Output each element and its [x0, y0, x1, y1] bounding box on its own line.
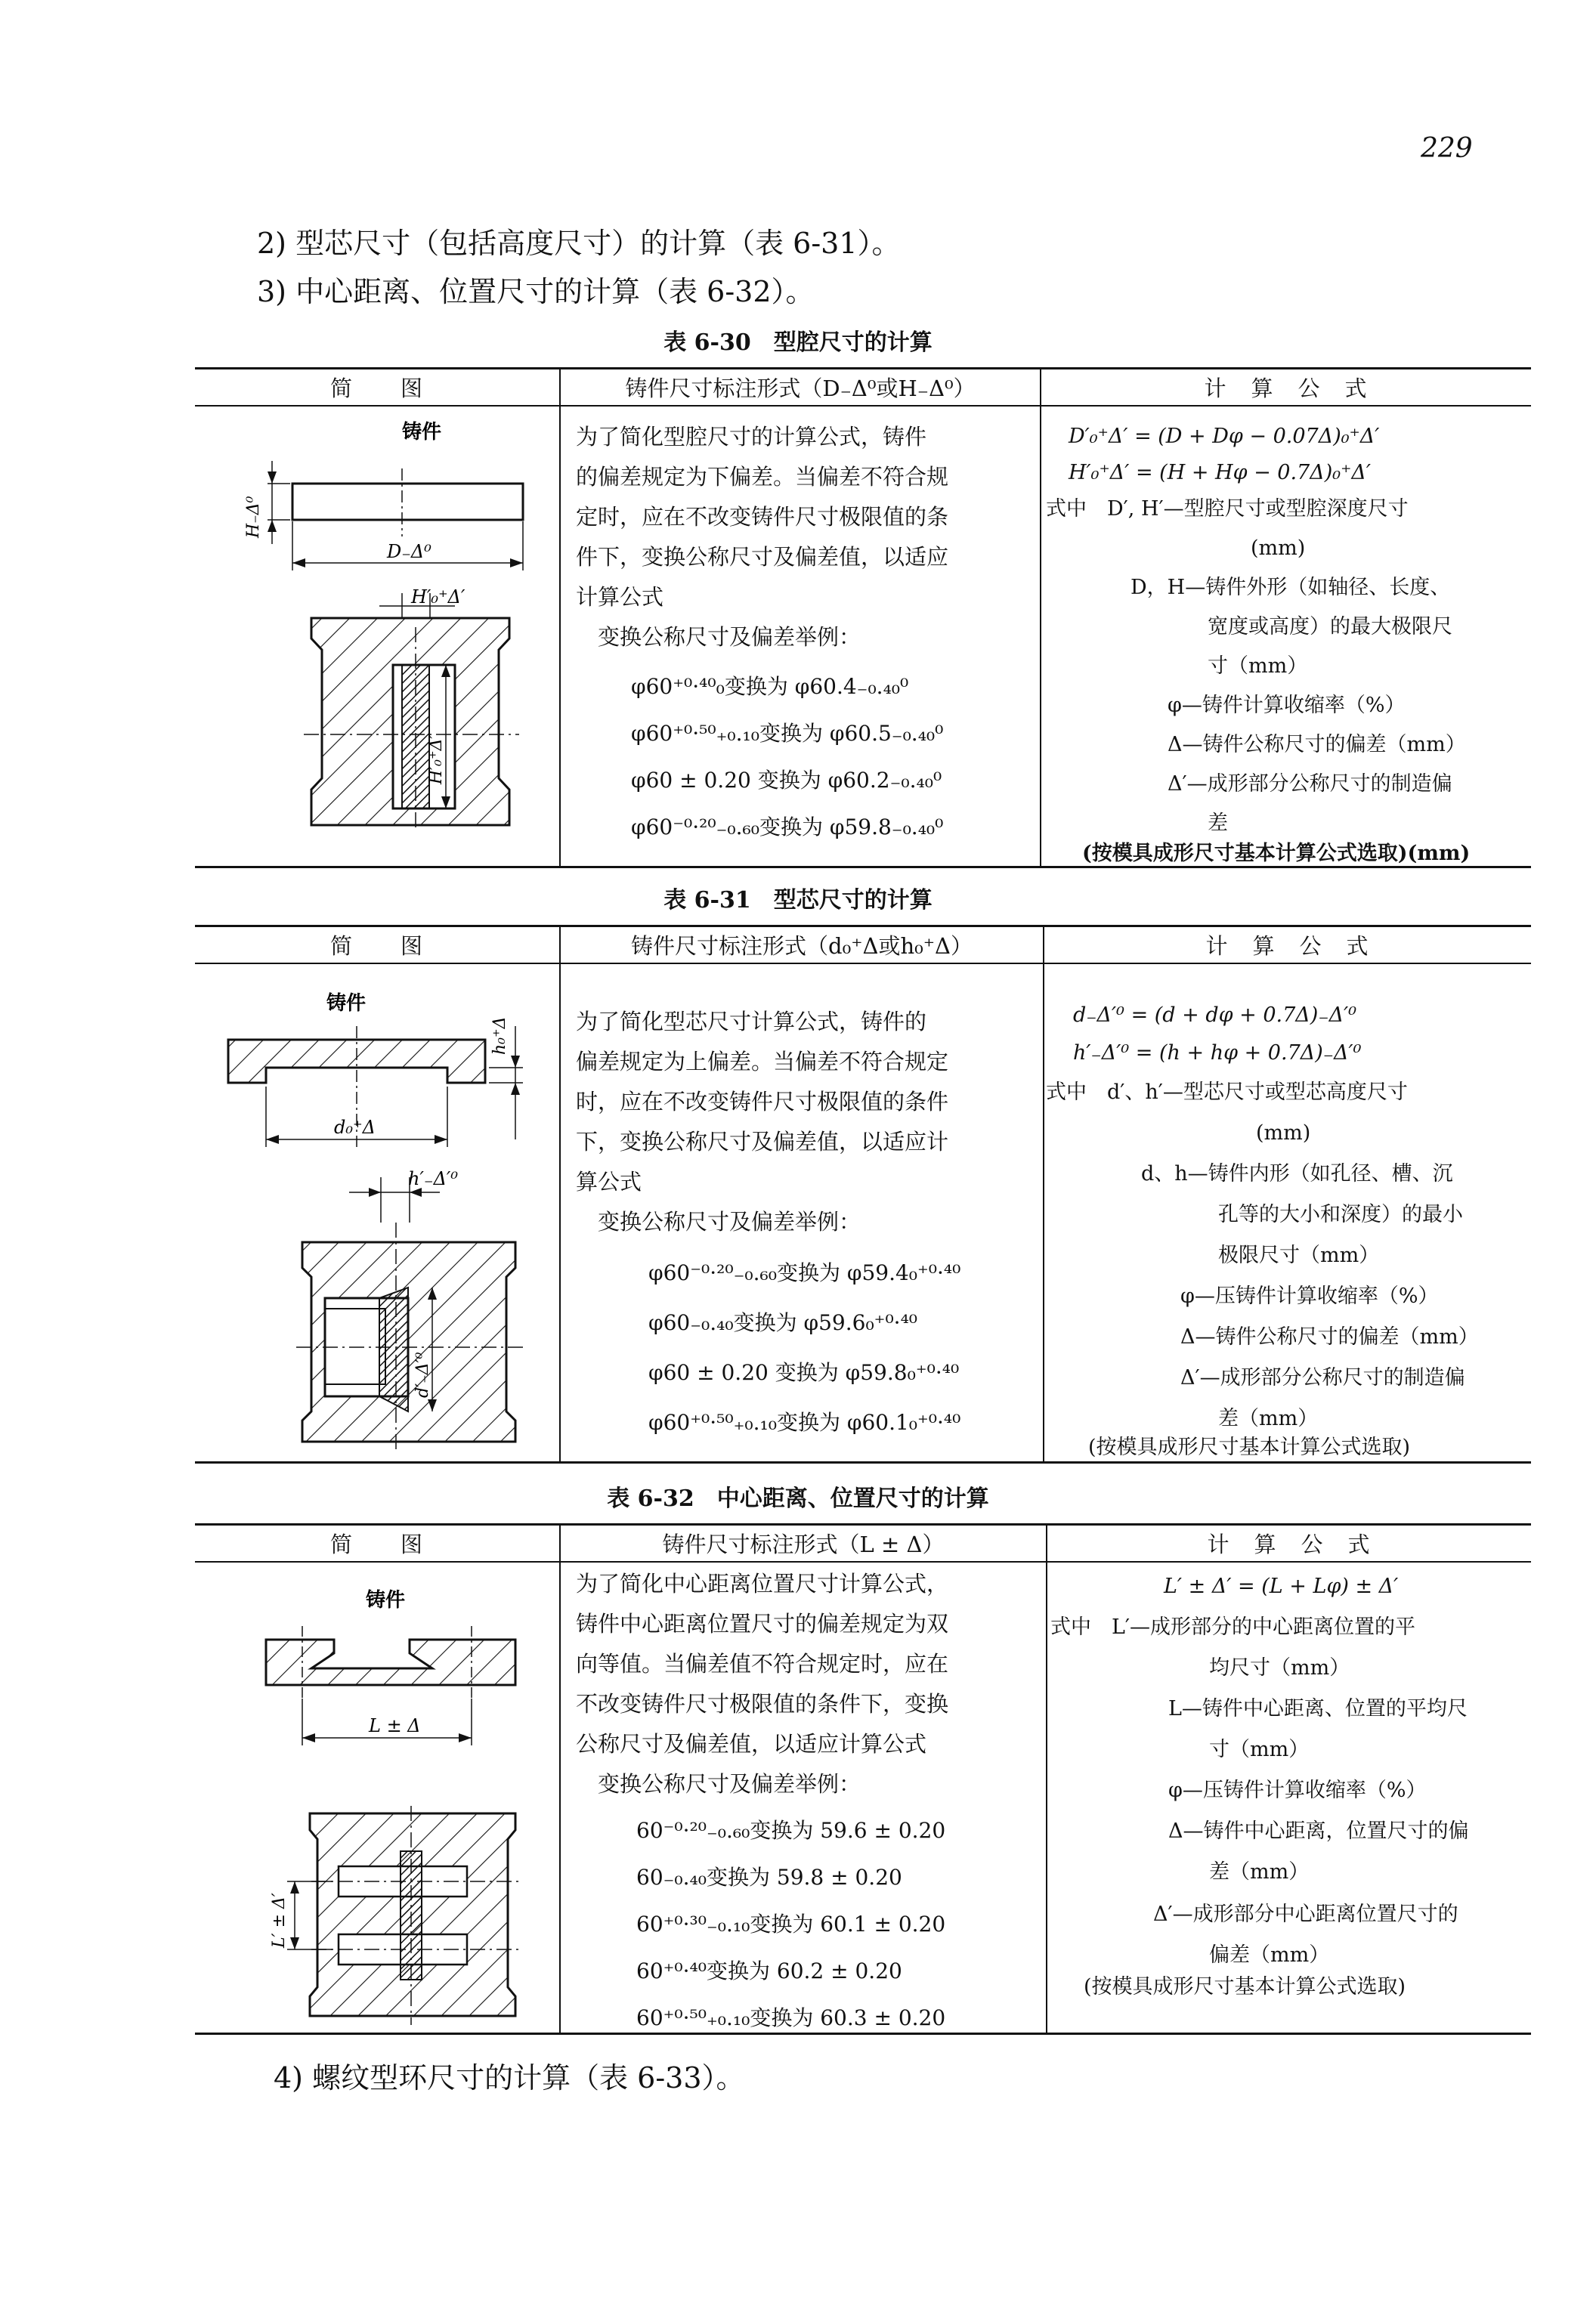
table-630-examples	[631, 663, 943, 851]
table-630-note: (按模具成形尺寸基本计算公式选取)(mm)	[1082, 842, 1471, 865]
table-631-col-diagram: 简 图	[329, 933, 424, 959]
example-line: 60⁺⁰·³⁰₋₀.₁₀变换为 60.1 ± 0.20	[636, 1912, 946, 1937]
table-631-legend-7: Δ—铸件公称尺寸的偏差（mm）	[1180, 1325, 1479, 1349]
description-line: 公称尺寸及偏差值，以适应计算公式	[576, 1731, 927, 1757]
casting-section	[379, 1288, 408, 1411]
table-632-legend-3: L—铸件中心距离、位置的平均尺	[1168, 1697, 1468, 1720]
example-line: φ60⁻⁰·²⁰₋₀.₆₀变换为 φ59.8₋₀.₄₀⁰	[631, 815, 944, 839]
example-line: φ60₋₀.₄₀变换为 φ59.6₀⁺⁰·⁴⁰	[648, 1310, 918, 1335]
table-632-examples	[636, 1807, 945, 2042]
example-line: 60⁺⁰·⁴⁰变换为 60.2 ± 0.20	[636, 1958, 902, 1983]
table-630-col-marking: 铸件尺寸标注形式（D₋Δ⁰或H₋Δ⁰）	[625, 376, 976, 401]
description-line: 定时，应在不改变铸件尺寸极限值的条	[576, 504, 949, 530]
casting-label: 铸件	[366, 1589, 406, 1612]
description-line: 的偏差规定为下偏差。当偏差不符合规	[576, 464, 949, 490]
table-632-legend-2: 均尺寸（mm）	[1209, 1656, 1350, 1680]
example-line: φ60 ± 0.20 变换为 φ60.2₋₀.₄₀⁰	[631, 768, 942, 793]
description-line: 铸件中心距离位置尺寸的偏差规定为双	[576, 1611, 949, 1637]
example-line: φ60⁺⁰·⁵⁰₊₀.₁₀变换为 φ60.5₋₀.₄₀⁰	[631, 721, 944, 746]
description-line: 变换公称尺寸及偏差举例：	[576, 1771, 861, 1797]
table-631-legend-5: 极限尺寸（mm）	[1218, 1244, 1380, 1267]
table-631-top-rule	[195, 925, 1531, 927]
table-632-top-rule	[195, 1523, 1531, 1526]
table-631-examples	[648, 1248, 960, 1448]
description-line: 偏差规定为上偏差。当偏差不符合规定	[576, 1049, 949, 1074]
example-line: φ60⁺⁰·⁵⁰₊₀.₁₀变换为 φ60.1₀⁺⁰·⁴⁰	[648, 1410, 961, 1435]
example-line: φ60⁺⁰·⁴⁰₀变换为 φ60.4₋₀.₄₀⁰	[631, 674, 909, 699]
example-line: 60₋₀.₄₀变换为 59.8 ± 0.20	[636, 1865, 902, 1890]
intro-item-2: 2) 型芯尺寸（包括高度尺寸）的计算（表 6-31）。	[257, 227, 901, 260]
diagram-label-d: D₋Δ⁰	[387, 541, 431, 562]
table-632-col-diagram: 简 图	[329, 1532, 424, 1557]
table-632-legend-6: Δ—铸件中心距离，位置尺寸的偏	[1168, 1819, 1469, 1843]
diagram-label-h: H₋Δ⁰	[244, 496, 263, 538]
table-631-divider-1	[559, 926, 561, 1461]
table-632-divider-1	[559, 1524, 561, 2033]
description-line: 不改变铸件尺寸极限值的条件下，变换	[576, 1691, 949, 1717]
table-630-formula-1: D′₀⁺Δ′ = (D + Dφ − 0.07Δ)₀⁺Δ′	[1069, 425, 1380, 448]
diagram-label-l: L ± Δ	[369, 1715, 421, 1736]
table-630-legend-8: Δ′—成形部分公称尺寸的制造偏	[1168, 772, 1452, 796]
table-632-header-rule	[195, 1561, 1531, 1563]
diagram-label-h: h₀⁺Δ	[490, 1016, 509, 1055]
description-line: 为了简化型腔尺寸的计算公式，铸件	[576, 424, 927, 450]
table-632-legend-4: 寸（mm）	[1209, 1738, 1310, 1761]
table-631-description	[576, 1002, 1037, 1242]
table-630-legend-5: 寸（mm）	[1208, 654, 1308, 678]
table-631-legend-8: Δ′—成形部分公称尺寸的制造偏	[1180, 1366, 1465, 1390]
table-632-diagram	[198, 1564, 556, 2031]
page-number: 229	[1421, 133, 1473, 164]
table-632-description	[576, 1564, 1041, 1804]
table-630-legend-3: D，H—铸件外形（如轴径、长度、	[1130, 576, 1451, 599]
table-630-formula-2: H′₀⁺Δ′ = (H + Hφ − 0.7Δ)₀⁺Δ′	[1069, 461, 1371, 484]
casting-plate	[292, 484, 523, 520]
table-632-legend-5: φ—压铸件计算收缩率（%）	[1168, 1779, 1427, 1802]
diagram-label-d: d₀⁺Δ	[334, 1117, 376, 1138]
table-631-formula-1: d₋Δ′⁰ = (d + dφ + 0.7Δ)₋Δ′⁰	[1073, 1003, 1357, 1027]
table-630-header-rule	[195, 405, 1531, 407]
table-630-legend-6: φ—铸件计算收缩率（%）	[1168, 694, 1406, 717]
table-631-note: (按模具成形尺寸基本计算公式选取)	[1088, 1436, 1411, 1459]
table-631-legend-6: φ—压铸件计算收缩率（%）	[1180, 1285, 1439, 1308]
table-630-legend-2: (mm)	[1251, 536, 1306, 560]
table-631-legend-1: 式中 d′、h′—型芯尺寸或型芯高度尺寸	[1046, 1080, 1408, 1104]
table-631-legend-9: 差（mm）	[1218, 1407, 1319, 1430]
table-631-legend-4: 孔等的大小和深度）的最小	[1218, 1203, 1463, 1226]
example-line: φ60 ± 0.20 变换为 φ59.8₀⁺⁰·⁴⁰	[648, 1360, 960, 1385]
table-632-col-formula: 计 算 公 式	[1207, 1532, 1372, 1557]
table-632-legend-9: 偏差（mm）	[1209, 1943, 1330, 1967]
intro-item-3: 3) 中心距离、位置尺寸的计算（表 6-32）。	[257, 275, 815, 308]
table-632-col-marking: 铸件尺寸标注形式（L ± Δ）	[662, 1532, 945, 1557]
table-630-legend-7: Δ—铸件公称尺寸的偏差（mm）	[1168, 733, 1466, 756]
table-630-divider-2	[1040, 368, 1041, 866]
example-line: 60⁺⁰·⁵⁰₊₀.₁₀变换为 60.3 ± 0.20	[636, 2005, 946, 2030]
diagram-label-cavity-depth: H′₀⁺Δ′	[427, 734, 446, 784]
table-632-formula-1: L′ ± Δ′ = (L + Lφ) ± Δ′	[1164, 1575, 1399, 1598]
table-632-title: 表 6-32 中心距离、位置尺寸的计算	[607, 1485, 989, 1512]
diagram-label-core-d: d′₋Δ′⁰	[413, 1352, 432, 1398]
table-630-top-rule	[195, 367, 1531, 369]
casting-label: 铸件	[326, 992, 367, 1015]
description-line: 向等值。当偏差值不符合规定时，应在	[576, 1651, 949, 1677]
table-631-col-marking: 铸件尺寸标注形式（d₀⁺Δ或h₀⁺Δ）	[631, 933, 973, 959]
diagram-label-cavity-h: H′₀⁺Δ′	[411, 586, 466, 607]
table-632-note: (按模具成形尺寸基本计算公式选取)	[1084, 1975, 1406, 1999]
description-line: 算公式	[576, 1169, 642, 1195]
description-line: 变换公称尺寸及偏差举例：	[576, 1209, 861, 1235]
table-631-legend-2: (mm)	[1256, 1121, 1311, 1145]
table-630-col-diagram: 简 图	[329, 376, 424, 401]
table-632-legend-7: 差（mm）	[1209, 1860, 1310, 1884]
table-632-divider-2	[1046, 1524, 1047, 2033]
table-632-legend-1: 式中 L′—成形部分的中心距离位置的平	[1050, 1615, 1416, 1639]
table-631-legend-3: d、h—铸件内形（如孔径、槽、沉	[1141, 1162, 1453, 1186]
footer-item-4: 4) 螺纹型环尺寸的计算（表 6-33）。	[274, 2061, 745, 2095]
table-630-divider-1	[559, 368, 561, 866]
example-line: φ60⁻⁰·²⁰₋₀.₆₀变换为 φ59.4₀⁺⁰·⁴⁰	[648, 1260, 961, 1285]
description-line: 变换公称尺寸及偏差举例：	[576, 624, 861, 650]
table-630-legend-1: 式中 D′, H′—型腔尺寸或型腔深度尺寸	[1046, 497, 1409, 521]
example-line: 60⁻⁰·²⁰₋₀.₆₀变换为 59.6 ± 0.20	[636, 1818, 946, 1843]
table-631-header-rule	[195, 963, 1531, 964]
table-631-title: 表 6-31 型芯尺寸的计算	[663, 887, 933, 914]
table-631-col-formula: 计 算 公 式	[1205, 933, 1370, 959]
table-631-formula-2: h′₋Δ′⁰ = (h + hφ + 0.7Δ)₋Δ′⁰	[1073, 1041, 1362, 1065]
description-line: 时，应在不改变铸件尺寸极限值的条件	[576, 1089, 949, 1114]
description-line: 计算公式	[576, 584, 664, 610]
table-631-diagram	[198, 966, 556, 1460]
table-630-legend-4: 宽度或高度）的最大极限尺	[1208, 615, 1452, 638]
description-line: 为了简化型芯尺寸计算公式，铸件的	[576, 1009, 927, 1034]
table-630-title: 表 6-30 型腔尺寸的计算	[663, 329, 933, 356]
table-630-col-formula: 计 算 公 式	[1204, 376, 1369, 401]
description-line: 件下，变换公称尺寸及偏差值，以适应	[576, 544, 949, 570]
table-630-legend-9: 差	[1208, 812, 1228, 835]
casting-profile	[266, 1640, 515, 1685]
table-630-description	[576, 417, 1029, 657]
table-631-divider-2	[1043, 926, 1044, 1461]
casting-label: 铸件	[402, 421, 442, 444]
diagram-label-core-h: h′₋Δ′⁰	[408, 1168, 458, 1189]
description-line: 为了简化中心距离位置尺寸计算公式，	[576, 1571, 949, 1597]
description-line: 下，变换公称尺寸及偏差值，以适应计	[576, 1129, 949, 1155]
diagram-label-mold-l: L′ ± Δ′	[270, 1893, 289, 1948]
table-630-diagram	[198, 408, 556, 864]
table-632-legend-8: Δ′—成形部分中心距离位置尺寸的	[1153, 1903, 1458, 1926]
